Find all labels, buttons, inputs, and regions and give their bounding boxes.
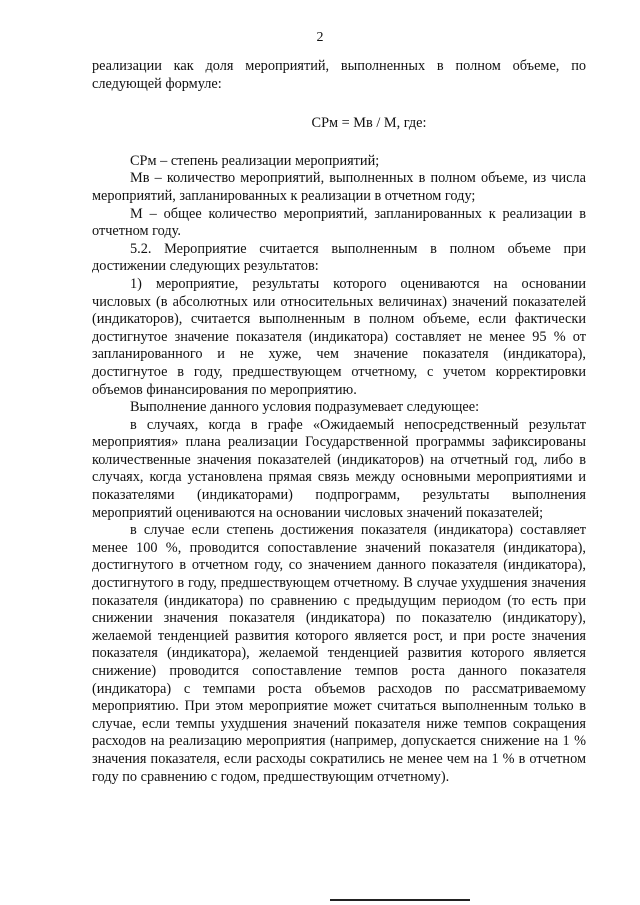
scan-edge-line (330, 899, 470, 901)
paragraph-case-planned-results: в случаях, когда в графе «Ожидаемый непосредственный результат мероприятия» плана реализации Государственной программы зафиксированы количественные значения показателей (индикаторов) на отчетный год, либо в случаях, когда установлена прямая связь между основными мероприятиями и показателями (индикаторами) подпрограмм, результаты выполнения мероприятий оцениваются на основании числовых значений показателей; (92, 416, 586, 521)
paragraph-definition-srm: СРм – степень реализации мероприятий; (130, 152, 380, 169)
page-number: 2 (316, 30, 324, 45)
paragraph-item-1: 1) мероприятие, результаты которого оцениваются на основании числовых (в абсолютных или относительных величинах) значений показателей (индикаторов), считается выполненным в полном объеме, если фактически достигнутое значение показателя (индикатора) составляет не менее 95 % от запланированного и не хуже, чем значение показателя (индикатора), достигнутое в году, предшествующем отчетному, с учетом корректировки объемов финансирования по мероприятию. (92, 275, 586, 398)
formula: СРм = Мв / М, где: (311, 115, 427, 132)
paragraph-condition-intro: Выполнение данного условия подразумевает следующее: (130, 399, 480, 416)
paragraph-definition-m: М – общее количество мероприятий, запланированных к реализации в отчетном году. (92, 205, 586, 240)
document-body (92, 58, 586, 786)
paragraph-formula-intro: реализации как доля мероприятий, выполненных в полном объеме, по следующей формуле: (92, 58, 586, 92)
paragraph-case-below-100: в случае если степень достижения показателя (индикатора) составляет менее 100 %, проводится сопоставление значений показателя (индикатора), достигнутого в отчетном году, со значением данного показателя (индикатора), достигнутого в году, предшествующем отчетному. В случае ухудшения значения показателя (индикатора) по сравнению с предыдущим периодом (то есть при снижении значения показателя (индикатора) по показателю (индикатору), желаемой тенденцией развития которого является рост, и при росте значения показателя (индикатора), желаемой тенденцией развития которого является снижение) проводится сопоставление темпов роста данного показателя (индикатора) с темпами роста объемов расходов по рассматриваемому мероприятию. При этом мероприятие может считаться выполненным только в случае, если темпы ухудшения значений показателя ниже темпов сокращения расходов на реализацию мероприятия (например, допускается снижение на 1 % значения показателя, если расходы сократились не менее чем на 1 % в отчетном году по сравнению с годом, предшествующим отчетному). (92, 522, 586, 785)
paragraph-section-5-2: 5.2. Мероприятие считается выполненным в полном объеме при достижении следующих результатов: (92, 240, 586, 275)
paragraph-definition-mv: Мв – количество мероприятий, выполненных в полном объеме, из числа мероприятий, запланированных к реализации в отчетном году; (92, 170, 586, 204)
